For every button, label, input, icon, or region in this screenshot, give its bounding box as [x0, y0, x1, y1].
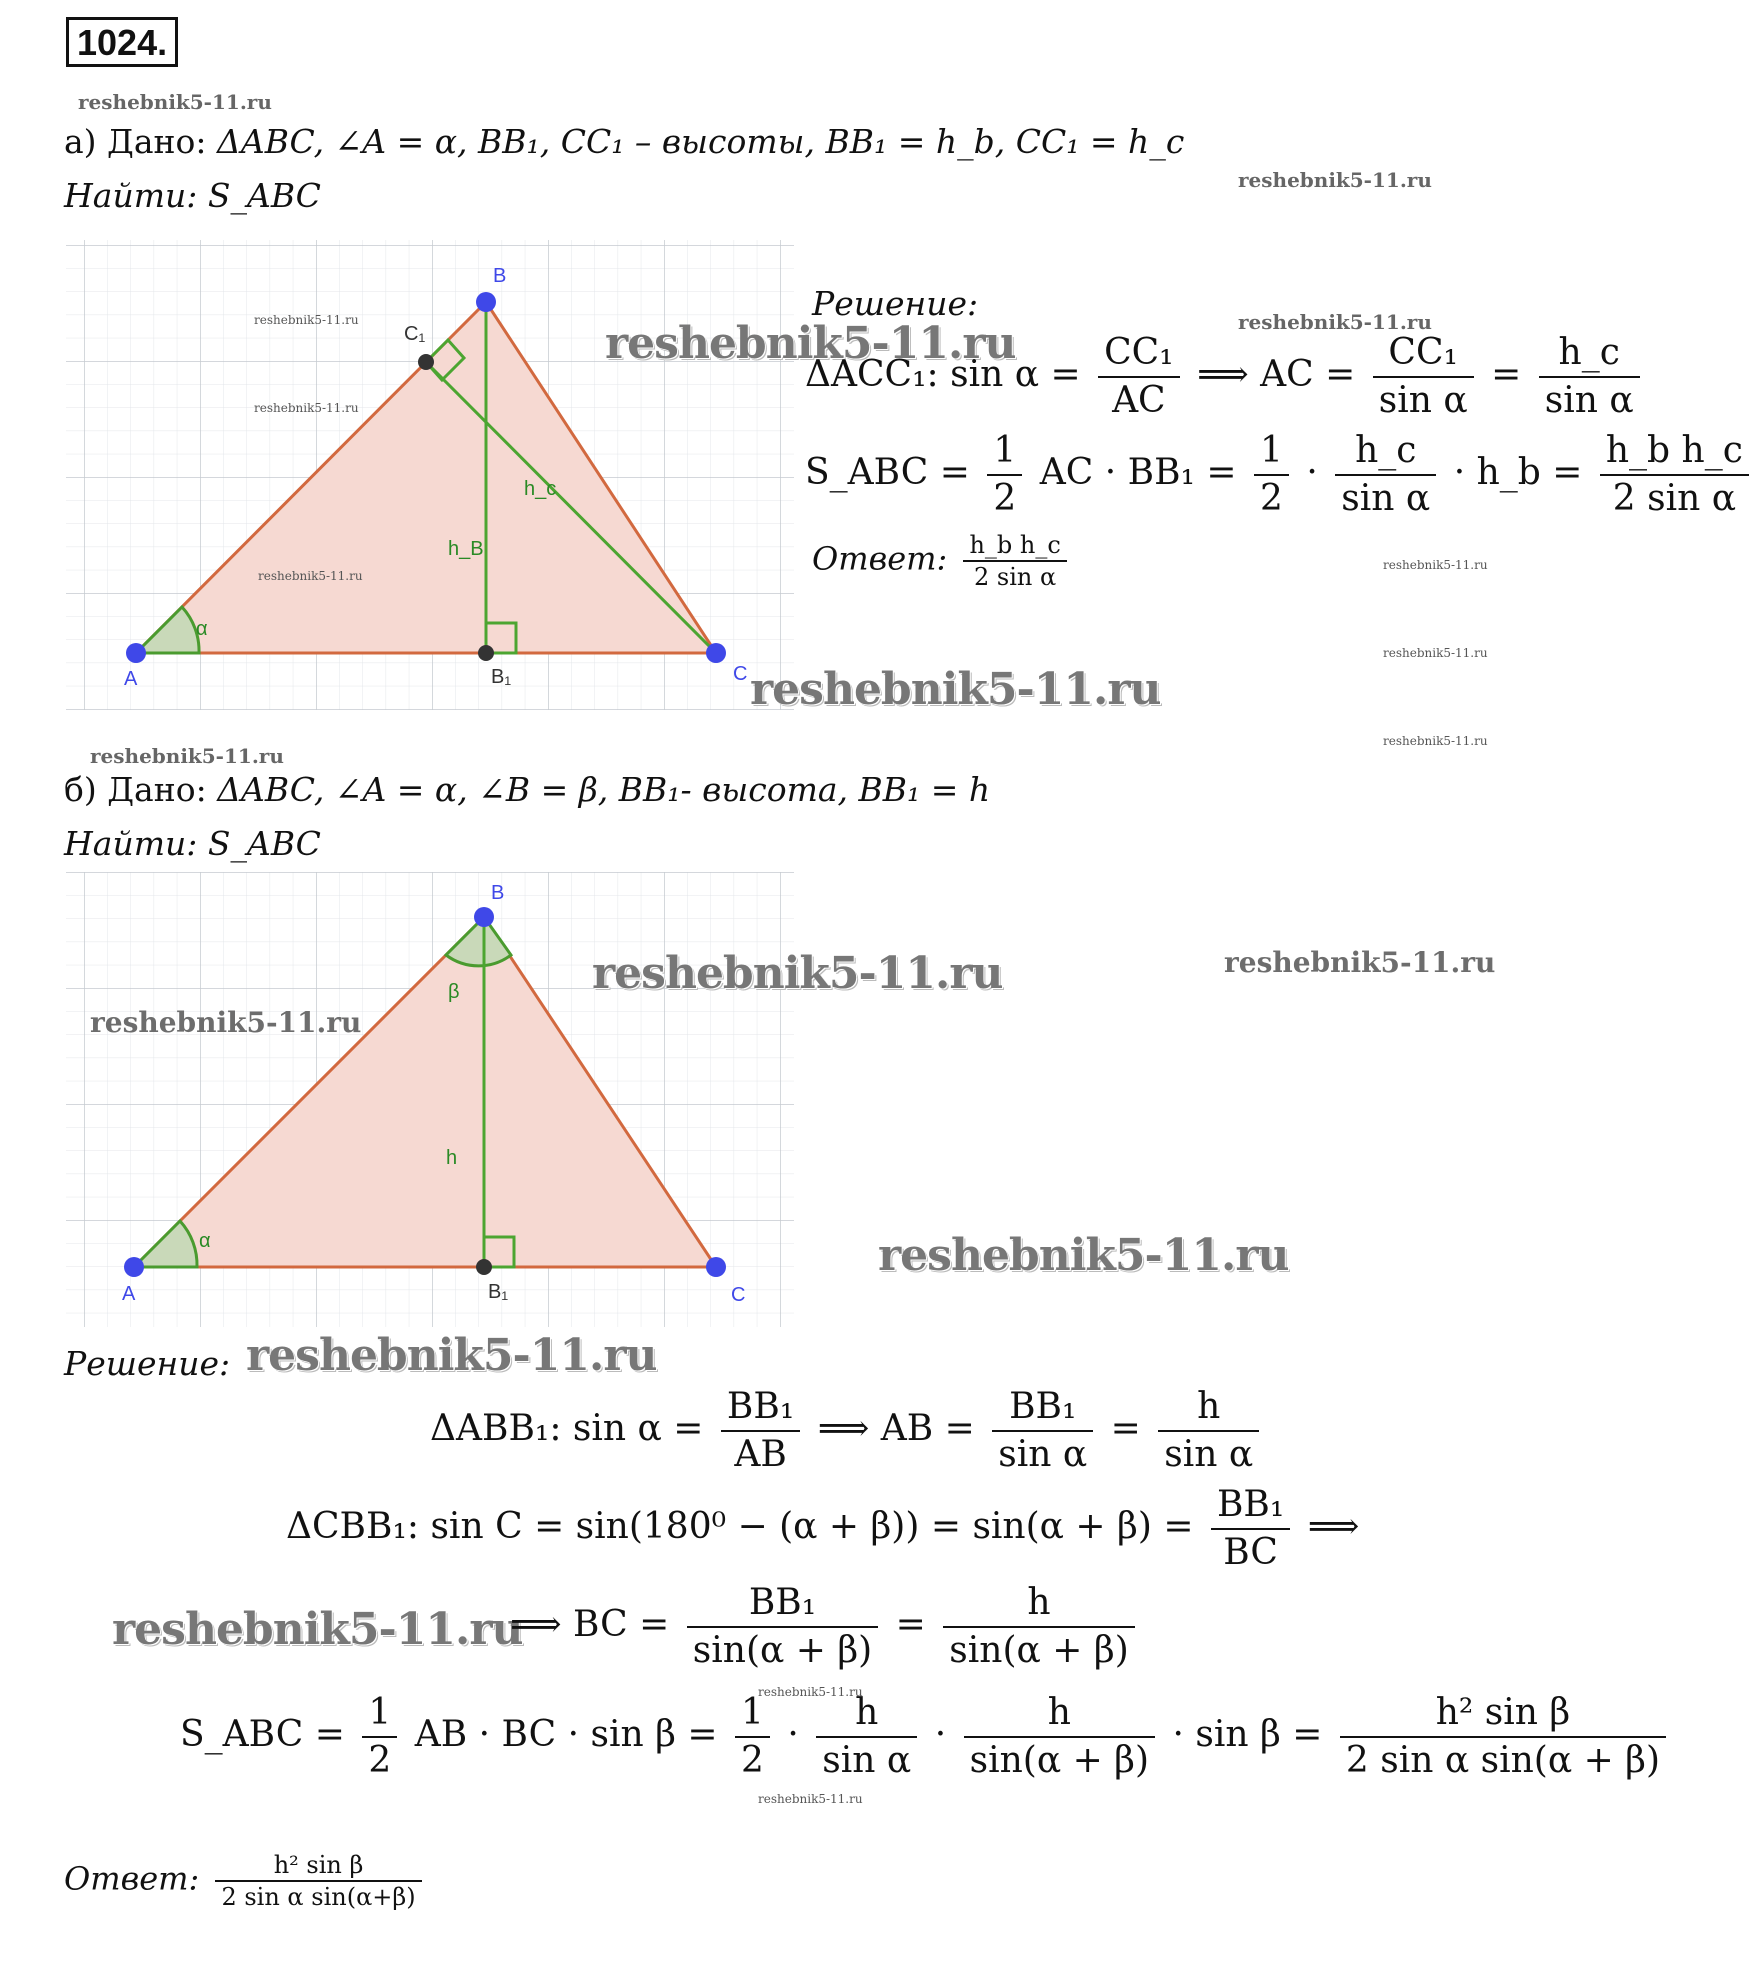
point-c1	[418, 354, 434, 370]
point-b	[474, 907, 494, 927]
fraction	[943, 1580, 1134, 1674]
watermark: reshebnik5-11.ru	[750, 664, 1161, 715]
watermark: reshebnik5-11.ru	[1238, 310, 1432, 334]
part-b-given	[64, 770, 990, 810]
part-b-find-label: Найти:	[64, 824, 198, 863]
denominator: sin(α + β)	[949, 1630, 1129, 1671]
watermark: reshebnik5-11.ru	[254, 401, 359, 415]
fraction	[1340, 1690, 1666, 1784]
fraction	[1539, 330, 1640, 424]
eq-text: AB · BC · sin β =	[414, 1714, 718, 1755]
eq-text: ·	[934, 1714, 947, 1755]
part-a-eq2	[805, 428, 1755, 522]
denominator: sin(α + β)	[692, 1630, 873, 1671]
label-a: A	[124, 668, 138, 690]
label-b1: B₁	[491, 666, 512, 688]
label-b: B	[491, 882, 505, 904]
label-hc: h_c	[524, 478, 557, 500]
fraction	[992, 1384, 1093, 1478]
part-b-eq1	[430, 1384, 1265, 1478]
watermark: reshebnik5-11.ru	[90, 744, 284, 768]
denominator: 2	[993, 478, 1017, 519]
eq-text: ·	[787, 1714, 799, 1755]
watermark: reshebnik5-11.ru	[258, 569, 363, 583]
numerator: CC₁	[1098, 330, 1180, 378]
watermark: reshebnik5-11.ru	[605, 318, 1016, 369]
denominator: BC	[1223, 1532, 1278, 1573]
label-a: A	[122, 1283, 136, 1305]
part-b-eq3	[510, 1580, 1141, 1674]
denominator: 2 sin α	[1612, 478, 1737, 519]
point-b1	[476, 1259, 492, 1275]
eq-text: =	[1491, 354, 1522, 395]
answer-label: Ответ:	[812, 539, 948, 578]
part-b-eq2	[286, 1482, 1359, 1576]
numerator: h² sin β	[1340, 1690, 1666, 1738]
eq-text: ⟹ AB =	[817, 1408, 975, 1449]
denominator: AB	[734, 1434, 787, 1475]
denominator: sin α	[1378, 380, 1468, 421]
denominator: 2 sin α	[974, 563, 1057, 591]
point-a	[126, 643, 146, 663]
numerator: 1	[362, 1690, 397, 1738]
denominator: 2	[368, 1740, 392, 1781]
denominator: sin α	[822, 1740, 912, 1781]
numerator: h	[943, 1580, 1134, 1628]
fraction	[687, 1580, 878, 1674]
fraction	[1158, 1384, 1259, 1478]
label-beta: β	[448, 981, 460, 1003]
watermark: reshebnik5-11.ru	[112, 1604, 523, 1655]
eq-text: ΔACC₁: sin α =	[805, 354, 1081, 395]
watermark: reshebnik5-11.ru	[878, 1230, 1289, 1281]
answer-label: Ответ:	[64, 1859, 200, 1898]
eq-text: ΔABB₁: sin α =	[430, 1408, 704, 1449]
part-b-eq4	[180, 1690, 1672, 1784]
part-a-eq1	[805, 330, 1646, 424]
eq-text: S_ABC =	[805, 452, 970, 493]
eq-text: · sin β =	[1172, 1714, 1323, 1755]
fraction	[1254, 428, 1289, 522]
fraction	[816, 1690, 917, 1784]
denominator: 2 sin α sin(α + β)	[1345, 1740, 1661, 1781]
denominator: 2 sin α sin(α+β)	[221, 1883, 416, 1911]
numerator: BB₁	[721, 1384, 800, 1432]
denominator: sin(α + β)	[969, 1740, 1150, 1781]
watermark: reshebnik5-11.ru	[758, 1685, 863, 1699]
label-alpha: α	[196, 618, 208, 640]
eq-text: ·	[1306, 452, 1318, 493]
denominator: sin α	[1164, 1434, 1254, 1475]
point-b	[476, 292, 496, 312]
denominator: 2	[1260, 478, 1283, 519]
watermark: reshebnik5-11.ru	[758, 1792, 863, 1806]
numerator: 1	[735, 1690, 770, 1738]
watermark: reshebnik5-11.ru	[592, 948, 1003, 999]
numerator: 1	[1254, 428, 1289, 476]
part-b-solution-label: Решение:	[64, 1344, 231, 1383]
figure-a	[66, 240, 794, 710]
watermark: reshebnik5-11.ru	[1383, 558, 1488, 572]
denominator: sin α	[1544, 380, 1634, 421]
part-b-find	[64, 824, 321, 864]
numerator: CC₁	[1373, 330, 1474, 378]
numerator: h_c	[1335, 428, 1436, 476]
eq-text: ⟹ BC =	[510, 1604, 670, 1645]
part-a-find-label: Найти:	[64, 176, 198, 215]
eq-text: ΔCBB₁: sin C = sin(180⁰ − (α + β)) = sin(α + β) =	[286, 1506, 1194, 1547]
fraction	[963, 530, 1066, 592]
fraction	[735, 1690, 770, 1784]
numerator: BB₁	[687, 1580, 878, 1628]
fraction	[987, 428, 1022, 522]
part-b-given-text: ΔABC, ∠A = α, ∠B = β, BB₁- высота, BB₁ = h	[217, 770, 991, 809]
part-a-given-label: а) Дано:	[64, 122, 207, 161]
fraction	[1373, 330, 1474, 424]
problem-number: 1024.	[66, 17, 178, 67]
part-a-find-text: S_ABC	[207, 176, 321, 215]
numerator: BB₁	[992, 1384, 1093, 1432]
denominator: sin α	[1341, 478, 1431, 519]
denominator: 2	[741, 1740, 764, 1781]
point-c	[706, 643, 726, 663]
eq-text: ⟹	[1307, 1506, 1360, 1547]
watermark: reshebnik5-11.ru	[1383, 646, 1488, 660]
part-b-find-text: S_ABC	[207, 824, 321, 863]
numerator: h² sin β	[215, 1850, 421, 1882]
fraction	[1335, 428, 1436, 522]
part-b-given-label: б) Дано:	[64, 770, 207, 809]
watermark: reshebnik5-11.ru	[1383, 734, 1488, 748]
denominator: sin α	[998, 1434, 1088, 1475]
fraction	[1098, 330, 1180, 424]
part-a-given-text: ΔABC, ∠A = α, BB₁, CC₁ – высоты, BB₁ = h_b, CC₁ = h_c	[217, 122, 1185, 161]
eq-text: =	[1110, 1408, 1141, 1449]
figure-b	[66, 872, 794, 1327]
label-b1: B₁	[488, 1281, 509, 1303]
watermark: reshebnik5-11.ru	[78, 90, 272, 114]
fraction	[964, 1690, 1155, 1784]
fraction	[1600, 428, 1749, 522]
numerator: h	[964, 1690, 1155, 1738]
denominator: AC	[1112, 380, 1166, 421]
numerator: h	[1158, 1384, 1259, 1432]
numerator: h	[816, 1690, 917, 1738]
point-b1	[478, 645, 494, 661]
eq-text: S_ABC =	[180, 1714, 345, 1755]
eq-text: AC · BB₁ =	[1039, 452, 1237, 493]
numerator: h_b h_c	[1600, 428, 1749, 476]
part-a-find	[64, 176, 321, 216]
label-b: B	[493, 265, 507, 287]
fraction	[1211, 1482, 1290, 1576]
fraction	[721, 1384, 800, 1478]
label-alpha: α	[199, 1230, 211, 1252]
label-c: C	[731, 1284, 746, 1306]
watermark: reshebnik5-11.ru	[1238, 168, 1432, 192]
point-a	[124, 1257, 144, 1277]
part-b-answer	[64, 1850, 428, 1912]
fraction	[362, 1690, 397, 1784]
numerator: BB₁	[1211, 1482, 1290, 1530]
label-c: C	[733, 663, 748, 685]
watermark: reshebnik5-11.ru	[90, 1006, 362, 1039]
label-h: h	[446, 1147, 458, 1169]
label-c1: C₁	[404, 323, 426, 345]
watermark: reshebnik5-11.ru	[1224, 946, 1496, 979]
eq-text: ⟹ AC =	[1197, 354, 1356, 395]
point-c	[706, 1257, 726, 1277]
part-a-answer	[812, 530, 1073, 592]
watermark: reshebnik5-11.ru	[246, 1330, 657, 1381]
numerator: 1	[987, 428, 1022, 476]
numerator: h_b h_c	[963, 530, 1066, 562]
eq-text: =	[895, 1604, 926, 1645]
fraction	[215, 1850, 421, 1912]
label-hb: h_B	[448, 538, 484, 560]
part-a-solution-label: Решение:	[812, 284, 979, 323]
numerator: h_c	[1539, 330, 1640, 378]
watermark: reshebnik5-11.ru	[254, 313, 359, 327]
eq-text: · h_b =	[1453, 452, 1583, 493]
part-a-given	[64, 122, 1184, 162]
